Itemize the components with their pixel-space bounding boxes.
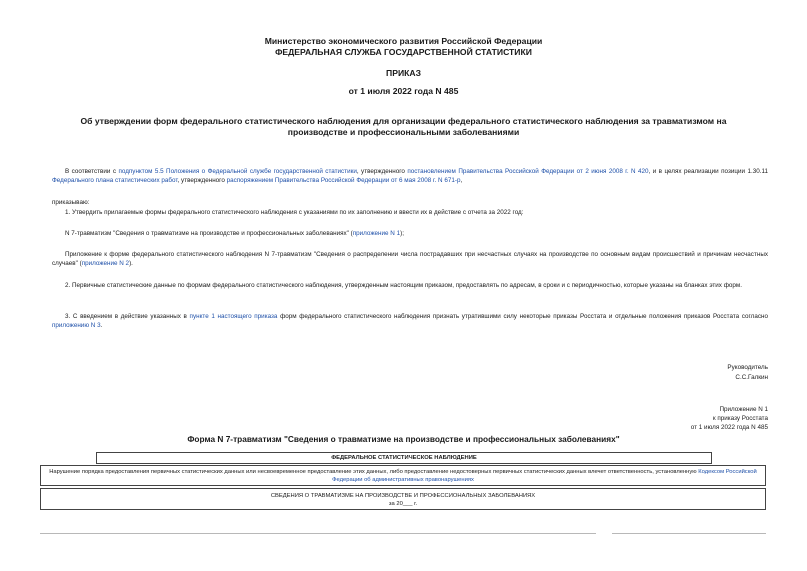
violation-text: Нарушение порядка предоставления первичных статистических данных или несвоевременное предоставление этих данных, либо предоставление недостоверных первичных статистических данных влечет ответственность, установленную xyxy=(49,469,699,475)
link-government-order[interactable]: распоряжением Правительства Российской Федерации от 6 мая 2008 г. N 671-р xyxy=(226,177,461,184)
preamble-text: , утвержденного xyxy=(356,168,408,175)
link-regulation[interactable]: подпунктом 5.5 Положения о Федеральной службе государственной статистики xyxy=(118,168,357,175)
signature-name: С.С.Галкин xyxy=(735,374,768,381)
annex-line-3: от 1 июля 2022 года N 485 xyxy=(690,424,768,431)
annex-line-1: Приложение N 1 xyxy=(719,406,768,413)
link-point-1[interactable]: пункте 1 настоящего приказа xyxy=(189,313,278,320)
service-name: ФЕДЕРАЛЬНАЯ СЛУЖБА ГОСУДАРСТВЕННОЙ СТАТИСТИКИ xyxy=(275,47,532,57)
item-3 xyxy=(52,312,768,330)
item-3-text: форм федерального статистического наблюдения признать утратившими силу некоторые приказы Росстата и отдельные положения приказов Росстата согласно xyxy=(277,313,768,320)
observation-label: ФЕДЕРАЛЬНОЕ СТАТИСТИЧЕСКОЕ НАБЛЮДЕНИЕ xyxy=(96,452,712,464)
item-3-text: 3. С введением в действие указанных в xyxy=(65,313,190,320)
report-box xyxy=(40,488,766,510)
link-appendix-1[interactable]: приложение N 1 xyxy=(352,230,401,237)
appendix-line-text: Приложение к форме федерального статистического наблюдения N 7-травматизм "Сведения о распределении числа пострадавших при несчастных случаях на производстве по основным видам происшествий и причинам несчастных случаев" ( xyxy=(52,251,768,267)
ministry-name: Министерство экономического развития Российской Федерации xyxy=(264,36,543,46)
item-3-text: . xyxy=(100,322,103,329)
annex-line-2: к приказу Росстата xyxy=(712,415,768,422)
form-line-end: ); xyxy=(400,230,404,237)
preamble-text: , и в целях реализации позиции 1.30.11 xyxy=(648,168,769,175)
form-field-line xyxy=(612,533,766,534)
doc-date-number: от 1 июля 2022 года N 485 xyxy=(348,86,459,96)
appendix-line-end: ). xyxy=(129,260,133,267)
signature-role: Руководитель xyxy=(727,364,768,371)
item-1: 1. Утвердить прилагаемые формы федерального статистического наблюдения с указаниями по их заполнению и ввести их в действие с отчета за 2022 год: xyxy=(65,209,524,216)
doc-title: Об утверждении форм федерального статистического наблюдения для организации федерального статистического наблюдения за травматизмом на производстве и профессиональными заболеваниями xyxy=(80,116,727,137)
item-2: 2. Первичные статистические данные по формам федерального статистического наблюдения, утвержденным настоящим приказом, предоставлять по адресам, в сроки и с периодичностью, которые указаны на бланках этих форм. xyxy=(65,282,742,289)
link-admin-code[interactable]: Кодексом Российской Федерации об административных правонарушениях xyxy=(332,469,757,483)
preamble-text: , xyxy=(460,177,463,184)
report-box-title: СВЕДЕНИЯ О ТРАВМАТИЗМЕ НА ПРОИЗВОДСТВЕ И ПРОФЕССИОНАЛЬНЫХ ЗАБОЛЕВАНИЯХ xyxy=(270,493,536,499)
preamble-paragraph xyxy=(52,167,768,185)
form-field-line xyxy=(40,533,596,534)
link-appendix-2[interactable]: приложение N 2 xyxy=(81,260,130,267)
order-word: приказываю: xyxy=(52,199,90,206)
link-government-decree[interactable]: постановлением Правительства Российской Федерации от 2 июня 2008 г. N 420 xyxy=(407,168,649,175)
preamble-text: , утвержденного xyxy=(177,177,227,184)
link-appendix-3[interactable]: приложению N 3 xyxy=(52,322,101,329)
form-title: Форма N 7-травматизм "Сведения о травматизме на производстве и профессиональных заболеваниях" xyxy=(187,434,620,444)
link-federal-plan[interactable]: Федерального плана статистических работ xyxy=(52,177,178,184)
doc-type: ПРИКАЗ xyxy=(386,68,421,78)
form-line xyxy=(52,229,768,238)
appendix-line xyxy=(52,250,768,268)
report-box-period: за 20___ г. xyxy=(388,501,418,507)
preamble-text: В соответствии с xyxy=(65,168,119,175)
violation-notice xyxy=(40,465,766,486)
form-line-text: N 7-травматизм "Сведения о травматизме на производстве и профессиональных заболеваниях" ( xyxy=(65,230,353,237)
